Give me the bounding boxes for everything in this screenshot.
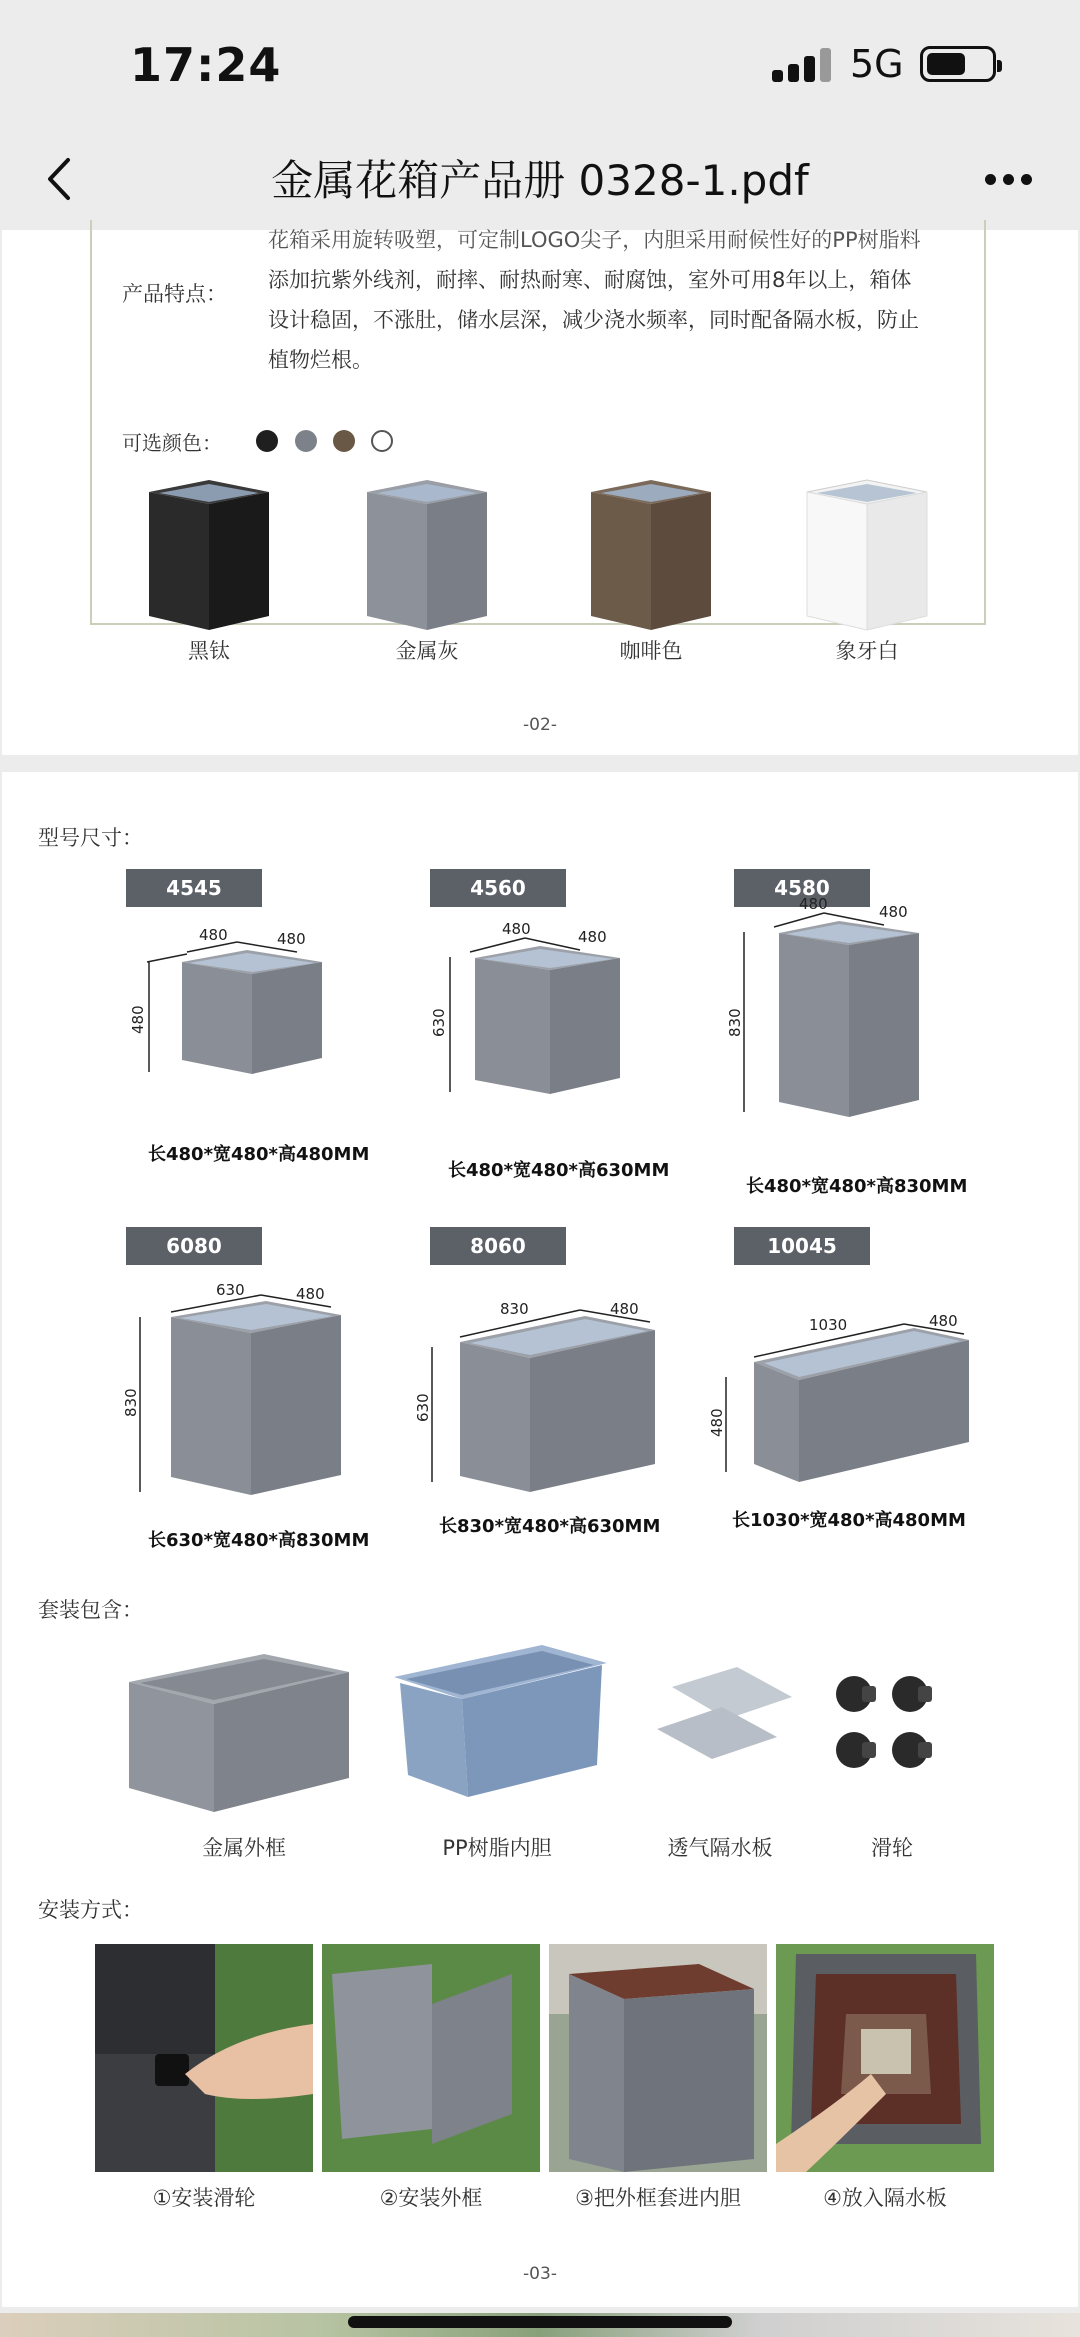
feature-line: 添加抗紫外线剂，耐摔、耐热耐寒、耐腐蚀，室外可用8年以上，箱体 (268, 268, 912, 292)
color-swatch-white (371, 430, 393, 452)
model-10045-diagram (708, 1302, 984, 1492)
install-step-3-photo (549, 1944, 767, 2172)
install-step-label: ①安装滑轮 (152, 2186, 256, 2210)
dim-width: 480 (610, 1300, 639, 1318)
planter-ivory-image (792, 480, 942, 630)
nav-bar (0, 130, 1080, 230)
model-tag: 10045 (734, 1227, 870, 1265)
dim-height: 480 (708, 1408, 726, 1437)
model-tag: 4580 (734, 869, 870, 907)
feature-line: 设计稳固，不涨肚，储水层深，减少浇水频率，同时配备隔水板，防止 (268, 308, 919, 332)
dim-length: 630 (216, 1281, 245, 1299)
document-title: 金属花箱产品册 0328-1.pdf (271, 156, 809, 205)
pdf-page-2[interactable] (2, 230, 1078, 755)
feature-line: 植物烂根。 (268, 348, 373, 372)
battery-icon (920, 46, 996, 82)
planter-black-image (134, 480, 284, 630)
install-step-label: ④放入隔水板 (823, 2186, 947, 2210)
kit-item-label: 滑轮 (871, 1836, 913, 1860)
metal-frame-image (124, 1642, 354, 1822)
model-caption: 长1030*宽480*高480MM (732, 1510, 966, 1531)
signal-icon (772, 48, 836, 82)
dim-width: 480 (879, 903, 908, 921)
model-4560-diagram (430, 902, 650, 1102)
kit-item-label: PP树脂内胆 (442, 1836, 552, 1860)
model-caption: 长830*宽480*高630MM (439, 1516, 661, 1537)
feature-text (268, 220, 948, 380)
dim-height: 630 (430, 1008, 448, 1037)
page-number: -02- (523, 715, 557, 735)
install-step-2-photo (322, 1944, 540, 2172)
color-name-label: 象牙白 (835, 639, 899, 663)
model-tag: 4545 (126, 869, 262, 907)
kit-item-label: 透气隔水板 (667, 1836, 773, 1860)
model-caption: 长480*宽480*高480MM (148, 1144, 370, 1165)
kit-section-label: 套装包含： (38, 1598, 143, 1622)
color-swatch-brown (333, 430, 355, 452)
color-name-label: 金属灰 (395, 639, 459, 663)
dim-width: 480 (277, 930, 306, 948)
back-icon[interactable] (36, 154, 86, 204)
dim-length: 480 (799, 895, 828, 913)
network-label: 5G (850, 42, 904, 86)
status-time: 17:24 (130, 38, 282, 92)
dim-width: 480 (296, 1285, 325, 1303)
dim-width: 480 (578, 928, 607, 946)
dim-height: 830 (122, 1388, 140, 1417)
model-caption: 长480*宽480*高830MM (746, 1176, 968, 1197)
dim-height: 480 (129, 1005, 147, 1034)
model-4580-diagram (726, 887, 954, 1122)
dim-height: 630 (414, 1393, 432, 1422)
model-8060-diagram (414, 1292, 670, 1497)
planter-grey-image (352, 480, 502, 630)
dim-height: 830 (726, 1008, 744, 1037)
planter-coffee-image (576, 480, 726, 630)
feature-line: 花箱采用旋转吸塑，可定制LOGO尖子，内胆采用耐候性好的PP树脂料 (268, 228, 921, 252)
color-name-label: 黑钛 (188, 639, 230, 663)
water-board-image (652, 1667, 797, 1777)
color-name-label: 咖啡色 (619, 639, 683, 663)
install-step-label: ②安装外框 (379, 2186, 483, 2210)
status-bar (0, 0, 1080, 130)
install-section-label: 安装方式： (38, 1898, 143, 1922)
dim-width: 480 (929, 1312, 958, 1330)
model-tag: 6080 (126, 1227, 262, 1265)
dim-length: 480 (502, 920, 531, 938)
model-tag: 4560 (430, 869, 566, 907)
model-4545-diagram (127, 922, 347, 1092)
dim-length: 1030 (809, 1316, 848, 1334)
color-swatch-black (256, 430, 278, 452)
model-6080-diagram (122, 1277, 356, 1502)
model-caption: 长630*宽480*高830MM (148, 1530, 370, 1551)
model-caption: 长480*宽480*高630MM (448, 1160, 670, 1181)
home-indicator[interactable] (348, 2316, 732, 2328)
sizes-section-label: 型号尺寸： (38, 826, 143, 850)
color-swatch-grey (295, 430, 317, 452)
model-tag: 8060 (430, 1227, 566, 1265)
feature-label: 产品特点： (122, 282, 227, 306)
pp-liner-image (392, 1637, 612, 1802)
casters-image (832, 1672, 947, 1787)
page-number: -03- (523, 2264, 557, 2284)
more-options-icon[interactable] (985, 170, 1035, 190)
install-step-4-photo (776, 1944, 994, 2172)
dim-length: 830 (500, 1300, 529, 1318)
install-step-label: ③把外框套进内胆 (575, 2186, 741, 2210)
color-options-label: 可选颜色： (122, 431, 222, 455)
pdf-page-3[interactable] (2, 772, 1078, 2307)
install-step-1-photo (95, 1944, 313, 2172)
dim-length: 480 (199, 926, 228, 944)
kit-item-label: 金属外框 (202, 1836, 286, 1860)
